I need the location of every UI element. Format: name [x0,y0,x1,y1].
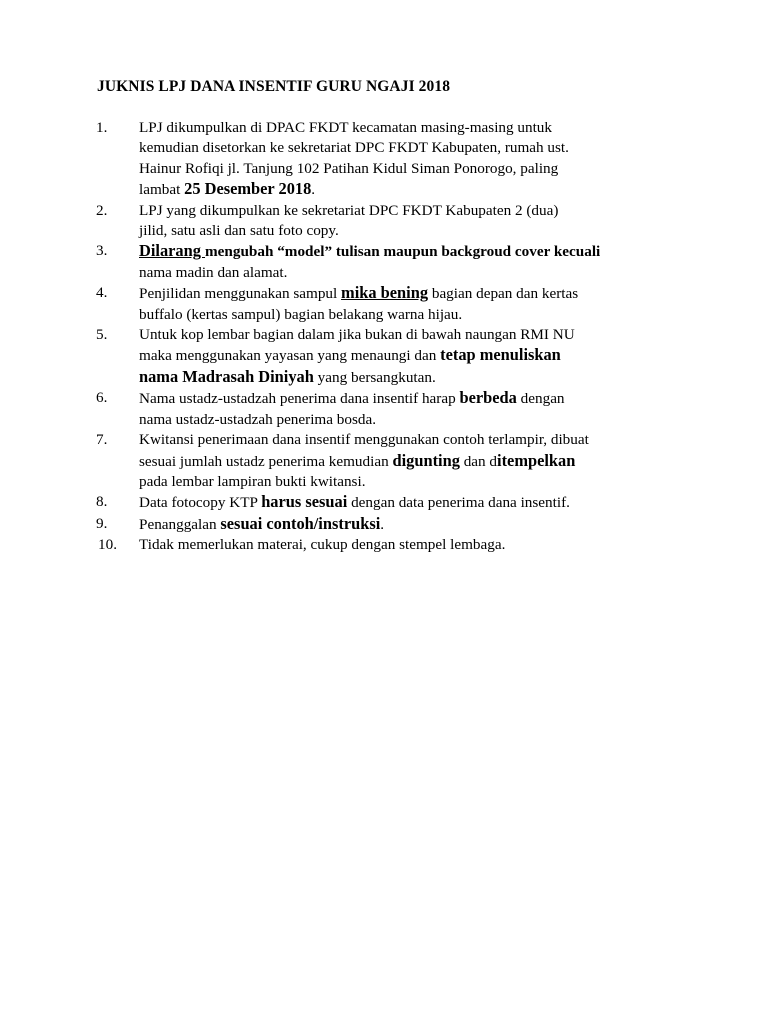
list-item-number: 8. [96,493,108,511]
text-segment: sesuai jumlah ustadz penerima kemudian [139,452,393,470]
list-item-3 [0,241,768,283]
text-line [139,367,674,388]
text-line: kemudian disetorkan ke sekretariat DPC FKDT Kabupaten, rumah ust. [139,139,569,157]
document-title: JUKNIS LPJ DANA INSENTIF GURU NGAJI 2018 [97,78,451,95]
text-line: Untuk kop lembar bagian dalam jika bukan di bawah naungan RMI NU [139,326,575,344]
text-segment: dengan data penerima dana insentif. [347,494,570,512]
list-item-number: 1. [96,119,108,136]
text-line [139,345,674,366]
emphasis-text: itempelkan [497,450,576,470]
text-line: pada lembar lampiran bukti kwitansi. [139,472,366,490]
deadline-date: 25 Desember 2018 [184,179,312,199]
emphasis-text: digunting [392,450,460,470]
text-segment: dengan [516,390,565,408]
list-item-9 [0,514,768,535]
text-line: LPJ dikumpulkan di DPAC FKDT kecamatan masing-masing untuk [139,119,552,136]
list-item-5 [0,325,768,388]
emphasis-text: nama Madrasah Diniyah [139,366,314,386]
text-line: nama ustadz-ustadzah penerima bosda. [139,410,377,428]
text-line [139,514,674,535]
list-item-text [139,283,674,325]
emphasis-text: Dilarang [139,241,206,261]
list-item-text [139,388,674,430]
text-segment: Penanggalan [139,515,221,533]
list-item-1 [0,118,768,201]
list-item-text [139,118,674,201]
list-item-number: 3. [96,242,108,260]
text-line [139,451,674,472]
emphasis-text: harus sesuai [261,492,348,512]
list-item-number: 9. [96,514,108,532]
text-line: Kwitansi penerimaan dana insentif menggunakan contoh terlampir, dibuat [139,431,589,449]
text-segment: lambat [139,181,185,199]
emphasis-text: sesuai contoh/instruksi [220,513,381,533]
list-item-7 [0,430,768,492]
text-line [139,241,674,262]
list-item-number: 4. [96,284,108,302]
list-item-text [139,430,674,492]
list-item-text [139,325,674,388]
list-item-number: 7. [96,431,108,449]
text-segment: Penjilidan menggunakan sampul [139,285,342,303]
text-segment: . [311,181,316,199]
text-segment: dan d [459,452,498,470]
text-line: jilid, satu asli dan satu foto copy. [139,222,339,240]
text-line: Hainur Rofiqi jl. Tanjung 102 Patihan Kidul Siman Ponorogo, paling [139,159,559,177]
list-item-text [139,241,674,283]
emphasis-text: berbeda [459,388,517,408]
list-item-text [139,492,674,513]
text-segment: bagian depan dan kertas [428,285,579,303]
text-segment: Nama ustadz-ustadzah penerima dana insentif harap [139,390,460,408]
text-line: LPJ yang dikumpulkan ke sekretariat DPC FKDT Kabupaten 2 (dua) [139,201,559,219]
list-item-text [139,535,674,555]
text-line [139,179,674,200]
text-line: nama madin dan alamat. [139,263,288,281]
text-line: Tidak memerlukan materai, cukup dengan stempel lembaga. [139,536,506,554]
emphasis-text: mengubah “model” tulisan maupun backgroud cover kecuali [205,243,601,261]
list-item-number: 5. [96,326,108,344]
text-segment: . [380,515,385,533]
list-item-text [139,201,674,242]
instruction-list [0,118,768,556]
list-item-number: 6. [96,389,108,407]
list-item-number: 10. [98,536,117,554]
list-item-2 [0,201,768,242]
emphasis-text: mika bening [341,283,429,303]
list-item-text [139,514,674,535]
text-segment: Data fotocopy KTP [139,494,262,512]
text-line [139,492,674,513]
list-item-6 [0,388,768,430]
text-line [139,388,674,409]
list-item-8 [0,492,768,513]
text-segment: yang bersangkutan. [313,368,436,386]
list-item-10 [0,535,768,555]
text-segment: maka menggunakan yayasan yang menaungi dan [139,347,441,365]
emphasis-text: tetap menuliskan [440,345,561,365]
text-line [139,283,674,304]
text-line: buffalo (kertas sampul) bagian belakang warna hijau. [139,305,463,323]
list-item-4 [0,283,768,325]
list-item-number: 2. [96,201,108,219]
